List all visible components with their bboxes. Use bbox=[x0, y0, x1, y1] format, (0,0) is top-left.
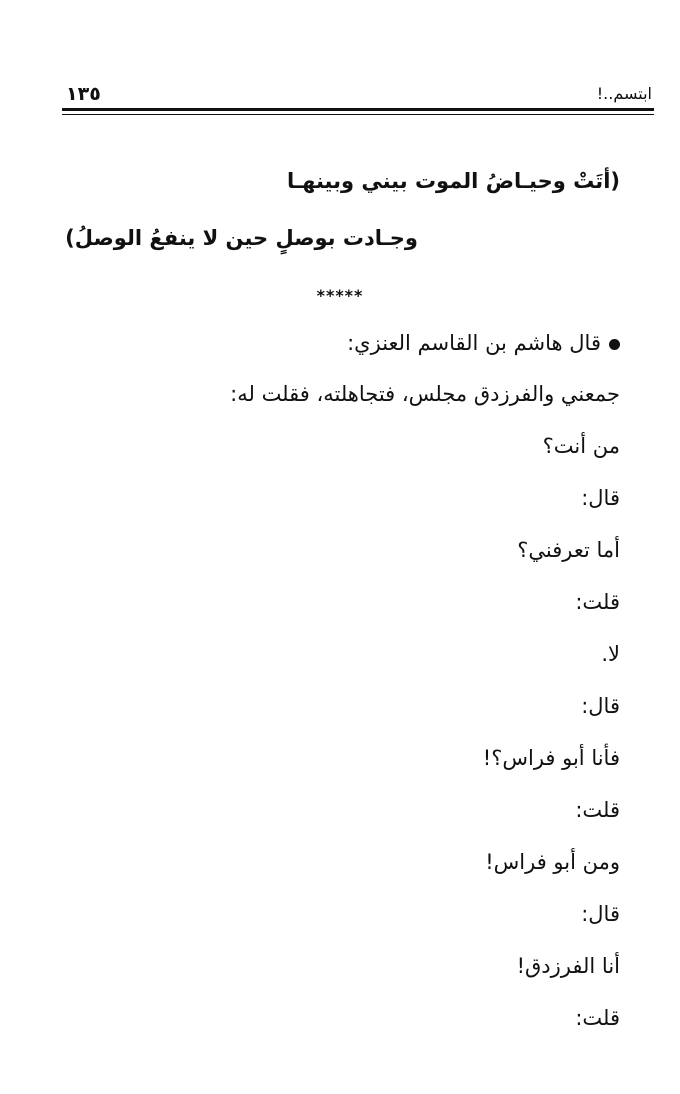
dialogue-line: ومن أبو فراس! bbox=[485, 850, 620, 874]
dialogue-line: جمعني والفرزدق مجلس، فتجاهلته، فقلت له: bbox=[230, 382, 620, 406]
running-title: ابتسم..! bbox=[596, 84, 652, 103]
dialogue-line: قلت: bbox=[575, 590, 620, 614]
bullet-icon bbox=[609, 339, 620, 350]
dialogue-line: قلت: bbox=[575, 798, 620, 822]
dialogue-line: أنا الفرزدق! bbox=[516, 954, 620, 978]
dialogue-line: لا. bbox=[601, 642, 620, 666]
page-header bbox=[62, 82, 654, 108]
narration-intro bbox=[347, 327, 620, 359]
header-rule-thin bbox=[62, 114, 654, 115]
header-rule-thick bbox=[62, 108, 654, 111]
verse-line-2: وجـادت بوصلٍ حين لا ينفعُ الوصلُ) bbox=[65, 226, 418, 250]
dialogue-line: قال: bbox=[581, 902, 620, 926]
dialogue-line: قلت: bbox=[575, 1006, 620, 1030]
dialogue-line: قال: bbox=[581, 694, 620, 718]
page-number: ١٣٥ bbox=[66, 83, 101, 105]
dialogue-line: من أنت؟ bbox=[542, 434, 620, 458]
dialogue-line: أما تعرفني؟ bbox=[517, 538, 620, 562]
dialogue-line: قال: bbox=[581, 486, 620, 510]
dialogue-line: فأنا أبو فراس؟! bbox=[482, 746, 620, 770]
verse-line-1: (أتَتْ وحيـاضُ الموت بيني وبينهـا bbox=[287, 169, 620, 193]
section-separator: ***** bbox=[316, 286, 364, 305]
narration-intro-text: قال هاشم بن القاسم العنزي: bbox=[347, 331, 601, 355]
